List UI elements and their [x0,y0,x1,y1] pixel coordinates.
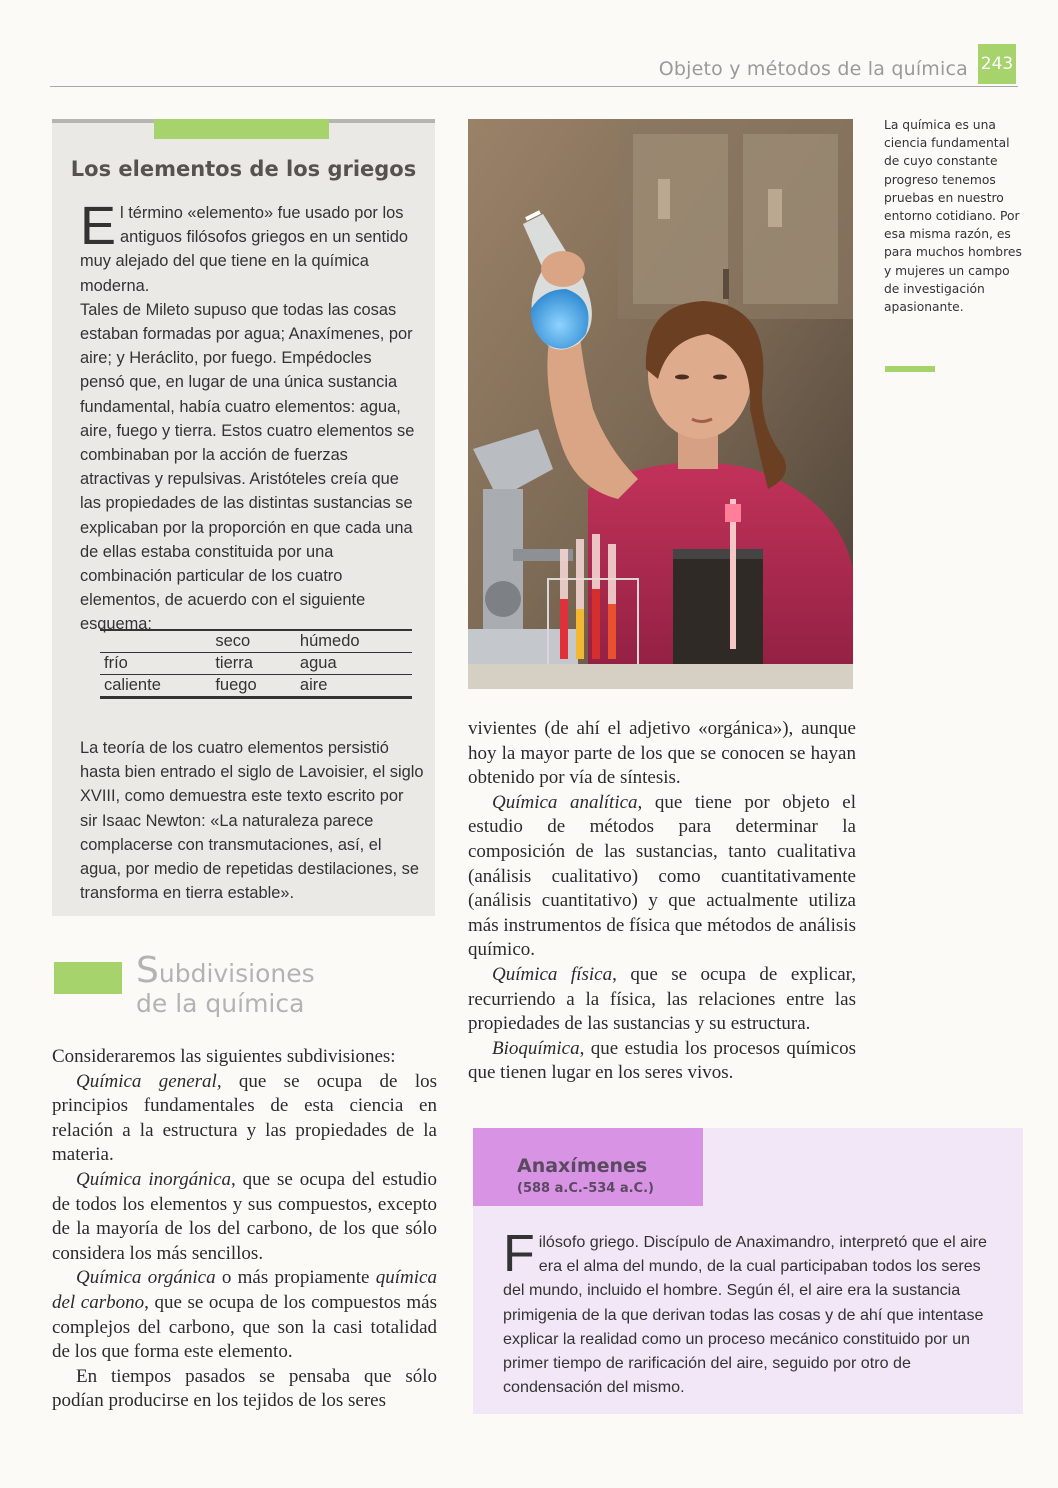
paragraph-quimica-general [52,1070,437,1168]
term: química del carbono [52,1267,437,1313]
term: Química inorgánica [76,1168,232,1190]
header-rule [50,86,1018,87]
dropcap: E [80,196,117,256]
term: Química física [492,963,613,985]
section-title-initial: S [136,950,159,991]
section-title-rest: ubdivisiones [158,959,315,988]
body-paragraph: Tales de Mileto supuso que todas las cosas estaban formadas por agua; Anaxímenes, por aire; y Heráclito, por fuego. Empédocles pensó que, en lugar de una única sustancia fundamental, había cuatro elementos: agua, aire, fuego y tierra. Estos cuatro elementos se combinaban por la acción de fuerzas atractivas y repulsivas. Aristóteles creía que las propiedades de las distintas sustancias se explicaban por la proporción en que cada una de ellas estaba constituida por una combinación particular de los cuatro elementos, de acuerdo con el siguiente esquema: [80,300,415,634]
table-header-cell: seco [215,632,251,650]
table-cell: fuego [215,676,257,694]
table-header-cell [100,630,211,653]
section-title [136,950,315,1019]
paragraph-text: , que estudia los procesos químicos que tienen lugar en los seres vivos. [468,1037,856,1084]
table-cell: agua [299,654,337,672]
term: Química analítica [492,791,638,813]
greek-elements-box [52,119,435,916]
paragraph-text: , que se ocupa de los principios fundamentales de esta ciencia en relación a la estructura y las propiedades de la materia. [52,1070,437,1166]
anaximenes-body [503,1225,993,1399]
anaximenes-dates: (588 a.C.-534 a.C.) [517,1181,654,1196]
dropcap: F [503,1225,535,1283]
running-head: Objeto y métodos de la química [658,58,968,80]
lab-photo [468,119,853,689]
paragraph-quimica-organica [52,1266,437,1364]
box-accent-tab [154,119,329,139]
intro-paragraph [80,196,420,298]
paragraph-text: o más propiamente [215,1267,376,1289]
paragraph-text: , que se ocupa del estudio de todos los elementos y sus compuestos, excepto de la mayoría de los del carbono, de los que sólo considera los más sencillos. [52,1168,437,1264]
term: Química general [76,1070,217,1092]
table-row [100,675,412,698]
paragraph-quimica-inorganica [52,1168,437,1266]
anaximenes-text: ilósofo griego. Discípulo de Anaximandro, interpretó que el aire era el alma del mundo, de la cual participaban todos los seres del mundo, incluido el hombre. Según él, el aire era la sustancia primigenia de la que derivan todas las cosas y de ahí que intentase explicar la realidad como un proceso mecánico constituido por un primer tiempo de rarificación del aire, seguido por otro de condensación del mismo. [503,1233,987,1397]
right-column [468,717,856,1086]
paragraph-bioquimica [468,1037,856,1086]
anaximenes-box [473,1128,1023,1414]
paragraph-text: , que se ocupa de explicar, recurriendo a la física, las relaciones entre las propiedades de las sustancias y su estructura. [468,963,856,1035]
page-number: 243 [978,44,1016,84]
table-cell: aire [299,676,328,694]
elements-table [100,629,412,699]
table-cell: tierra [215,654,253,672]
left-column [52,1045,437,1414]
paragraph-quimica-analitica [468,791,856,963]
table-cell: frío [104,654,128,672]
anaximenes-name: Anaxímenes [517,1155,648,1177]
section-title-line2: de la química [136,989,305,1018]
table-header-row [100,630,412,653]
intro-line: Consideraremos las siguientes subdivisiones: [52,1046,396,1067]
paragraph-text: , que se ocupa de los compuestos más complejos del carbono, que son la casi totalidad de los que forma este elemento. [52,1291,437,1363]
section-title-line1 [136,950,315,991]
term: Química orgánica [76,1267,216,1289]
table-cell: caliente [104,676,161,694]
photo-caption: La química es una ciencia fundamental de cuyo constante progreso tenemos pruebas en nuestro entorno cotidiano. Por esa misma razón, es para muchos hombres y mujeres un campo de investigación apasionante. [884,118,1022,315]
paragraph-text: , que tiene por objeto el estudio de métodos para determinar la composición de las sustancias, tanto cualitativa (análisis cualitativo) como cuantitativamente (análisis cuantitativo) y que actualmente utiliza más instrumentos de física que métodos de análisis químico. [468,791,856,961]
term: Bioquímica [492,1037,580,1059]
lab-photo-illustration [468,119,853,689]
anaximenes-header [473,1128,703,1206]
intro-text: l término «elemento» fue usado por los antiguos filósofos griegos en un sentido muy alejado del que tiene en la química moderna. [80,204,408,295]
box-closing-paragraph: La teoría de los cuatro elementos persistió hasta bien entrado el siglo de Lavoisier, el siglo XVIII, como demuestra este texto escrito por sir Isaac Newton: «La naturaleza parece complacerse con transmutaciones, así, el agua, por medio de repetidas destilaciones, se transforma en tierra estable». [80,739,424,903]
paragraph-tiempos-pasados: En tiempos pasados se pensaba que sólo podían producirse en los tejidos de los seres [52,1365,437,1412]
section-accent-bar [54,962,122,994]
table-header-cell: húmedo [299,632,360,650]
box-title: Los elementos de los griegos [70,157,417,181]
caption-accent-bar [885,366,935,372]
box-body [80,196,420,637]
paragraph-quimica-fisica [468,963,856,1037]
paragraph-continuation: vivientes (de ahí el adjetivo «orgánica»), aunque hoy la mayor parte de los que se conocen se hayan obtenido por vía de síntesis. [468,718,856,789]
table-row [100,653,412,675]
